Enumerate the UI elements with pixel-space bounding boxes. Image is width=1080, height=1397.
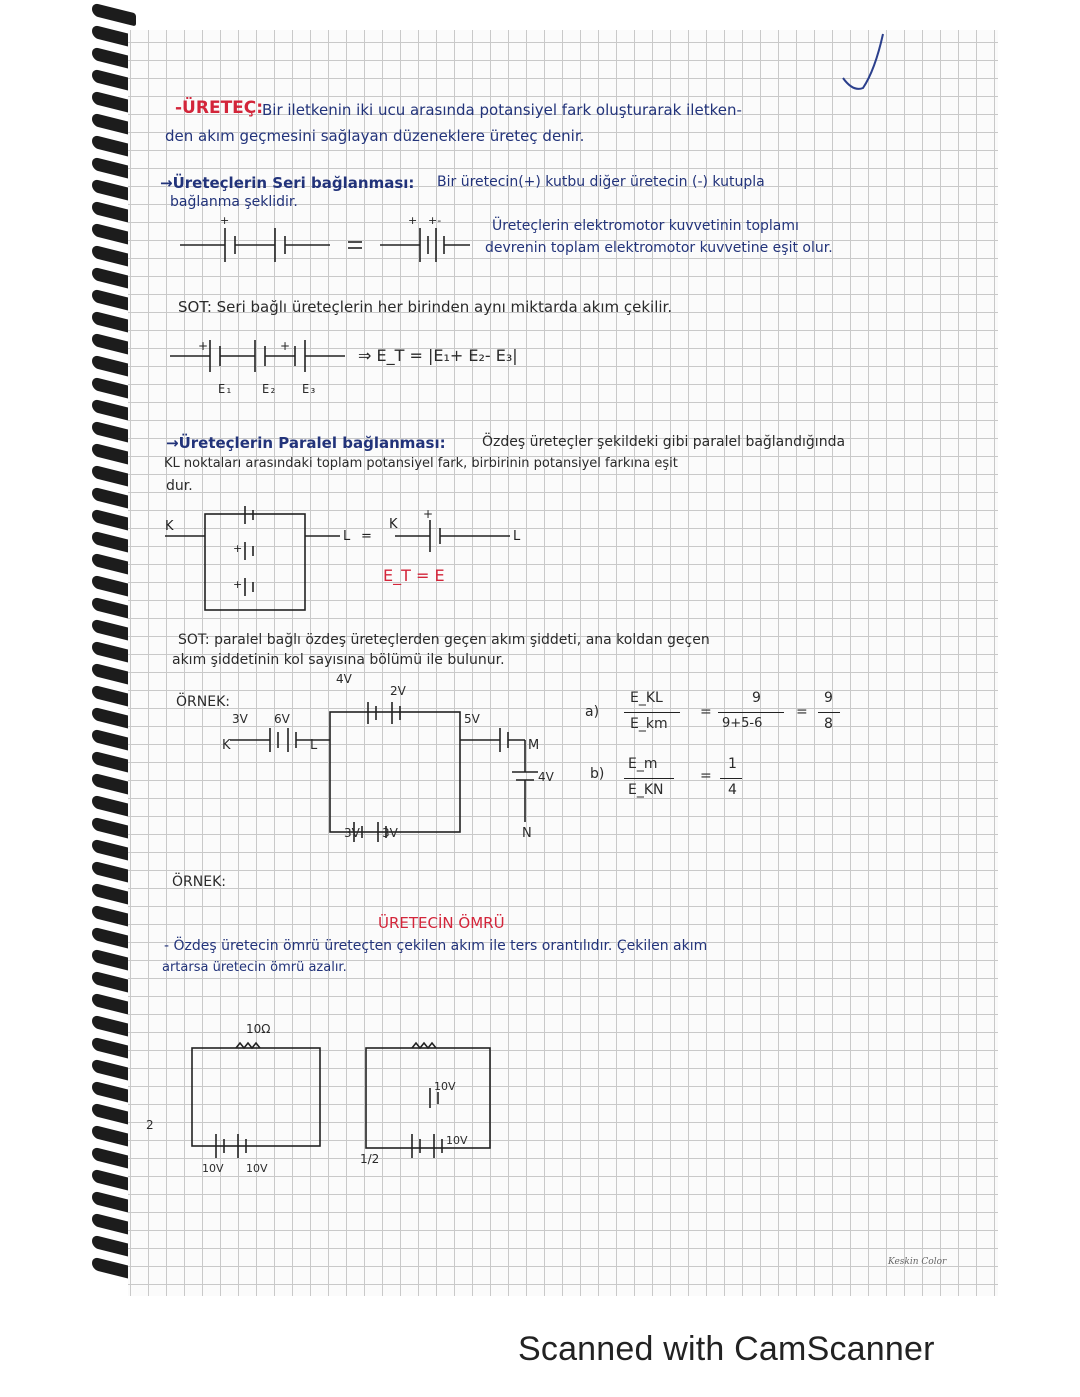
answer-a-mid-bar: [718, 712, 784, 713]
svg-text:+: +: [233, 578, 243, 591]
series-heading: →Üreteçlerin Seri bağlanması:: [160, 174, 415, 192]
ex1-v3a: 3V: [232, 712, 248, 726]
answer-a-mid-num: 9: [752, 690, 761, 706]
series-emf-circuit: [170, 332, 400, 402]
ex1-v3c: 3V: [382, 826, 398, 840]
series-circuit-diagram: [170, 210, 490, 270]
sot-1: SOT: Seri bağlı üreteçlerin her birinden aynı miktarda akım çekilir.: [178, 298, 673, 316]
camscanner-watermark: Scanned with CamScanner: [518, 1330, 935, 1368]
life-text-line-1: - Özdeş üretecin ömrü üreteçten çekilen akım ile ters orantılıdır. Çekilen akım: [164, 938, 708, 954]
answer-b-label: b): [590, 766, 605, 782]
spiral-ring: [92, 3, 136, 27]
example-1-circuit: [200, 672, 560, 852]
series-label-e2: E₂: [262, 382, 277, 396]
svg-text:K: K: [389, 517, 398, 532]
answer-a-final-den: 8: [824, 716, 833, 732]
parallel-heading: →Üreteçlerin Paralel bağlanması:: [166, 434, 446, 452]
series-note-line-2: devrenin toplam elektromotor kuvvetine eşit olur.: [485, 240, 833, 256]
sot-2-line-1: SOT: paralel bağlı özdeş üreteçlerden geçen akım şiddeti, ana koldan geçen: [178, 632, 710, 648]
ex1-v2: 2V: [390, 684, 406, 698]
answer-a-mid-den: 9+5-6: [722, 716, 763, 731]
ex1-m: M: [528, 738, 540, 753]
ex1-v4b: 4V: [538, 770, 554, 784]
answer-a-den: E_km: [630, 716, 668, 732]
life-v4: 10V: [446, 1134, 468, 1147]
life-circuits: [180, 1040, 520, 1180]
life-v2: 10V: [246, 1162, 268, 1175]
spiral-binding: [0, 0, 60, 1320]
life-text-line-2: artarsa üretecin ömrü azalır.: [162, 960, 347, 975]
ex1-v4: 4V: [336, 672, 352, 686]
brand-mark: Keskin Color: [888, 1257, 947, 1267]
example-2-label: ÖRNEK:: [172, 874, 226, 890]
answer-b-num: E_m: [628, 756, 658, 772]
svg-text:+: +: [408, 214, 418, 227]
series-formula: ⇒ E_T = |E₁+ E₂- E₃|: [358, 346, 518, 365]
sot-2-line-2: akım şiddetinin kol sayısına bölümü ile bulunur.: [172, 652, 505, 668]
definition-line-1: Bir iletkenin iki ucu arasında potansiyel fark oluşturarak iletken-: [262, 101, 742, 119]
series-note-line-1: Üreteçlerin elektromotor kuvvetinin toplamı: [492, 218, 799, 234]
life-v3: 10V: [434, 1080, 456, 1093]
ex1-n: N: [522, 826, 532, 841]
ex1-v6: 6V: [274, 712, 290, 726]
svg-text:L: L: [343, 529, 351, 544]
series-text-line-1: Bir üretecin(+) kutbu diğer üretecin (-) kutupla: [437, 174, 765, 190]
answer-b-den: E_KN: [628, 782, 664, 798]
ex1-v5: 5V: [464, 712, 480, 726]
answer-a-final-num: 9: [824, 690, 833, 706]
parallel-result: E_T = E: [383, 566, 445, 585]
parallel-circuit-diagram: [165, 500, 545, 620]
answer-a-num: E_KL: [630, 690, 663, 706]
svg-text:+: +: [198, 339, 209, 353]
parallel-text-line-3: dur.: [166, 478, 193, 494]
svg-text:+: +: [233, 542, 243, 555]
title-uretec: -ÜRETEÇ:: [175, 98, 264, 118]
parallel-text-line-1: Özdeş üreteçler şekildeki gibi paralel bağlandığında: [482, 434, 846, 450]
life-resistor: 10Ω: [246, 1022, 271, 1036]
answer-b-bar: [624, 778, 674, 779]
svg-text:+: +: [423, 507, 434, 521]
answer-b-final-den: 4: [728, 782, 737, 798]
parallel-text-line-2: KL noktaları arasındaki toplam potansiyel fark, birbirinin potansiyel farkına eşit: [164, 456, 678, 471]
series-label-e1: E₁: [218, 382, 233, 396]
answer-a-final-bar: [818, 712, 840, 713]
svg-text:+: +: [280, 339, 291, 353]
ex1-l: L: [310, 738, 318, 753]
ex1-v3b: 3V: [344, 826, 360, 840]
answer-b-final-bar: [720, 778, 742, 779]
svg-text:L: L: [513, 529, 521, 544]
example-1-label: ÖRNEK:: [176, 694, 230, 710]
ex1-k: K: [222, 738, 231, 753]
answer-a-bar: [624, 712, 680, 713]
series-text-line-2: bağlanma şeklidir.: [170, 194, 298, 210]
svg-text:=: =: [361, 529, 372, 544]
svg-text:+: +: [220, 214, 230, 227]
page-number: 2: [146, 1118, 154, 1132]
series-label-e3: E₃: [302, 382, 317, 396]
answer-b-final-num: 1: [728, 756, 737, 772]
answer-a-label: a): [585, 704, 600, 720]
svg-text:K: K: [165, 519, 174, 534]
svg-text:+-: +-: [428, 214, 442, 227]
life-heading: ÜRETECİN ÖMRÜ: [378, 914, 505, 932]
life-v1: 10V: [202, 1162, 224, 1175]
life-half: 1/2: [360, 1152, 380, 1166]
check-mark-icon: [835, 30, 895, 100]
definition-line-2: den akım geçmesini sağlayan düzeneklere üreteç denir.: [165, 127, 585, 145]
